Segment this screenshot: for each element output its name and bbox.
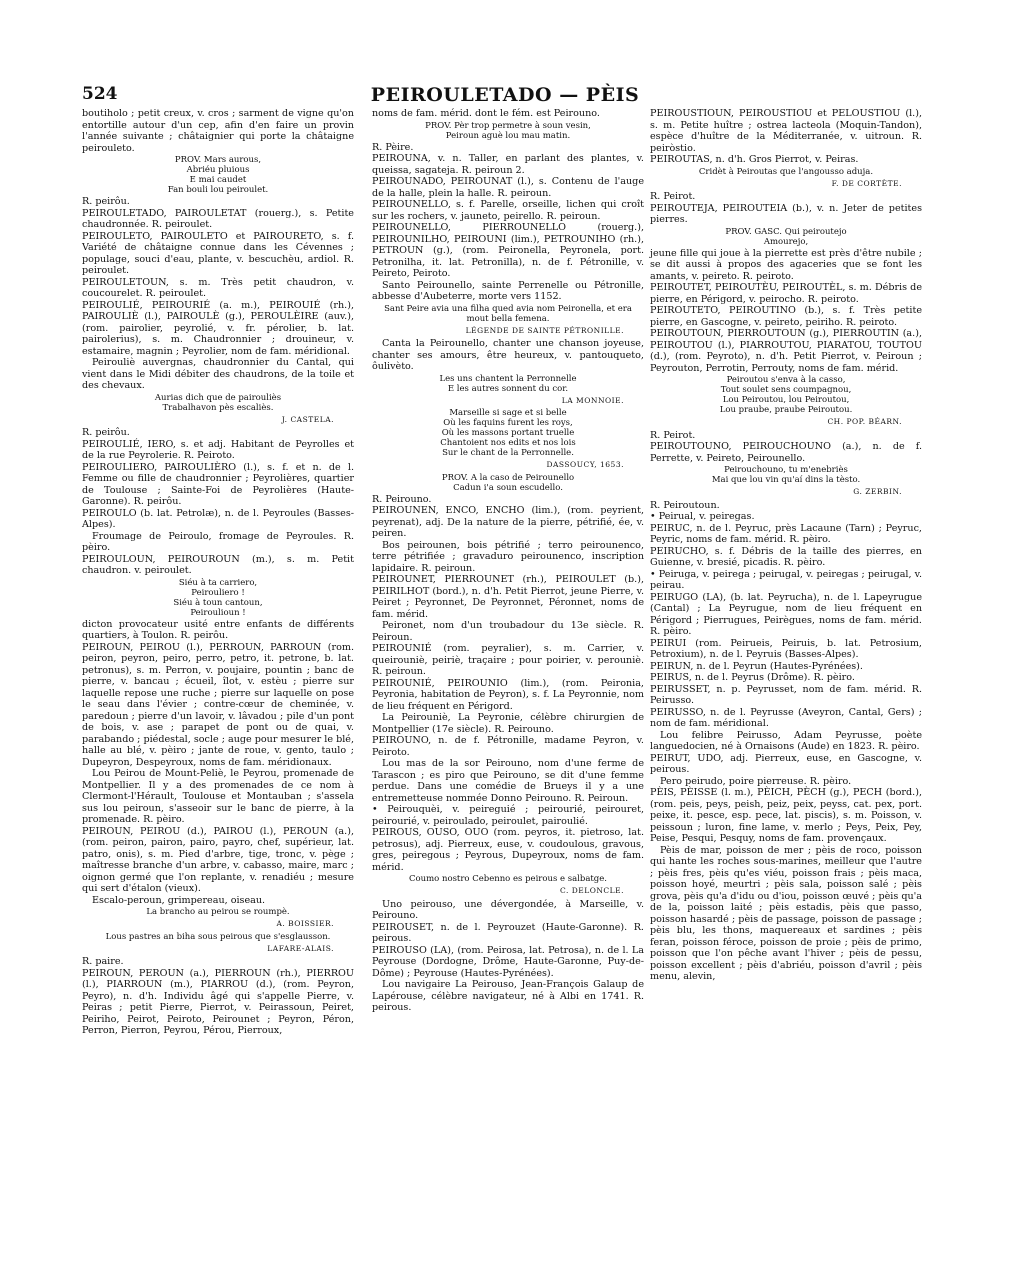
quote-attribution: A. BOISSIER.	[276, 919, 334, 928]
verse-line: Amourejo,	[763, 236, 809, 247]
dictionary-entry: noms de fam. mérid. dont le fém. est Peirouno.	[372, 108, 600, 119]
verse-quote	[650, 465, 922, 485]
dictionary-entry: PEIROUS, OUSO, OUO (rom. peyros, it. pietroso, lat. petrosus), adj. Pierreux, euse, v. coudoulous, gravous, gres, peiregous ; Peyrous, Dupeyroux, noms de fam. mérid.	[372, 827, 644, 873]
verse-line: PROV. GASC. Qui peiroutejo	[725, 226, 847, 237]
entry-example: Lou navigaire La Peirouso, Jean-François Galaup de Lapérouse, célèbre navigateur, né à Albi en 1741. R. peirous.	[372, 979, 644, 1013]
dictionary-entry: PEIROUNO, n. de f. Pétronille, madame Peyron, v. Peiroto.	[372, 735, 644, 758]
verse-line: Peirouliero !	[191, 587, 245, 598]
dictionary-entry: PEIRUGO (LA), (b. lat. Peyrucha), n. de l. Lapeyrugue (Cantal) ; La Peyrugue, nom de lieu fréquent en Périgord ; Pierrugues, Peirègues, noms de fam. mérid. R. pèiro.	[650, 591, 922, 637]
dictionary-entry: R. peirôu.	[82, 427, 130, 438]
dictionary-entry: R. Peiroutoun.	[650, 499, 720, 511]
entry-example: Pero peirudo, poire pierreuse. R. pèiro.	[660, 775, 852, 787]
verse-line: La brancho au peirou se roumpè.	[146, 907, 290, 917]
quote-attribution: J. CASTELA.	[281, 414, 334, 424]
verse-line: Coumo nostro Cebenno es peirous e salbatge.	[409, 874, 607, 884]
dictionary-entry: PEIRUSSET, n. p. Peyrusset, nom de fam. mérid. R. Peirusso.	[650, 683, 922, 706]
verse-line: E mai caudet	[189, 175, 247, 185]
verse-quote	[82, 578, 354, 618]
quote-attribution: LÉGENDE DE SAINTE PÉTRONILLE.	[465, 325, 624, 335]
entry-example: La Peirouniè, La Peyronie, célèbre chirurgien de Montpellier (17e siècle). R. Peirouno.	[372, 712, 644, 735]
dictionary-entry: PEIROUNADO, PEIROUNAT (l.), s. Contenu de l'auge de la halle, plein la halle. R. peiroun.	[372, 176, 644, 199]
quote-attribution: LA MONNOIE.	[561, 395, 624, 405]
verse-line: Lou Peiroutou, lou Peiroutou,	[722, 395, 850, 405]
entry-example: Uno peirouso, une dévergondée, à Marseille, v. Peirouno.	[372, 898, 644, 921]
running-title: PEIROULETADO — PÈIS	[370, 84, 640, 106]
verse-line: Marseille si sage et si belle	[449, 408, 567, 418]
verse-line: PROV. Pèr trop permetre à soun vesin,	[425, 120, 591, 131]
dictionary-entry: PEIROULETO, PAIROULETO et PAIROURETO, s. f. Variété de châtaigne connue dans les Cévennes ; populage, souci d'eau, plante, v. bescuchèu, ardiol. R. peiroulet.	[82, 230, 354, 276]
right-column	[650, 108, 922, 983]
dictionary-entry: PEIRUSSO, n. de l. Peyrusse (Aveyron, Cantal, Gers) ; nom de fam. méridional.	[650, 706, 922, 729]
dictionary-entry: PEIRUCHO, s. f. Débris de la taille des pierres, en Guienne, v. bresié, picadis. R. pèiro.	[650, 545, 922, 568]
dictionary-entry: PEIROUNELLO, s. f. Parelle, orseille, lichen qui croît sur les rochers, v. jauneto, peirello. R. peiroun.	[372, 199, 644, 222]
verse-line: Fan bouli lou peiroulet.	[167, 185, 269, 195]
dictionary-entry: PEIROUSO (LA), (rom. Peirosa, lat. Petrosa), n. de l. La Peyrouse (Dordogne, Drôme, Haute-Garonne, Puy-de-Dôme) ; Peyrouse (Hautes-Pyrénées).	[372, 944, 644, 979]
dictionary-entry: PEIROUTEJA, PEIROUTEIA (b.), v. n. Jeter de petites pierres.	[650, 202, 922, 225]
entry-example: Canta la Peirounello, chanter une chanson joyeuse, chanter ses amours, être heureux, v. pantouqueto, ôulivèto.	[372, 338, 644, 372]
verse-line: Siéu à ta carriero,	[178, 577, 258, 588]
quote-attribution: F. DE CORTÈTE.	[831, 178, 902, 188]
verse-quote	[650, 375, 922, 415]
verse-quote	[372, 408, 644, 458]
dictionary-entry: PEIROUSET, n. de l. Peyrouzet (Haute-Garonne). R. peirous.	[372, 921, 644, 944]
page-header	[0, 84, 1024, 110]
dictionary-entry: PEIROULETADO, PAIROULETAT (rouerg.), s. Petite chaudronnée. R. peiroulet.	[82, 207, 354, 230]
dictionary-entry: PEIROUTOUN, PIERROUTOUN (g.), PIERROUTIN (a.), PEIROUTOU (l.), PIARROUTOU, PIARATOU, TOUTOU (d.), (rom. Peyroto), n. d'h. Petit Pierrot, v. Peiroun ; Peyrouton, Perrotin, Perrouty, noms de fam. mérid.	[650, 328, 922, 374]
entry-example: Bos peirounen, bois pétrifié ; terro peirounenco, terre pétrifiée ; gravaduro peirounenco, inscription lapidaire. R. peiroun.	[372, 539, 644, 574]
dictionary-entry: PEIROULIERO, PAIROULIÈRO (l.), s. f. et n. de l. Femme ou fille de chaudronnier ; Peyrolières, quartier de Toulouse ; Sainte-Foi de Peyrolières (Haute-Garonne). R. peirôu.	[82, 461, 354, 507]
verse-line: Siéu à toun cantoun,	[173, 597, 263, 608]
verse-line: Abriéu pluious	[186, 165, 250, 175]
verse-line: Où les faquins furent les roys,	[443, 418, 573, 428]
verse-quote	[372, 121, 644, 141]
verse-line: Aurias dich que de pairouliès	[154, 392, 282, 403]
verse-quote	[650, 227, 922, 247]
dictionary-entry: PEIROUTETO, PEIROUTINO (b.), s. f. Très petite pierre, en Gascogne, v. peireto, peiriho. R. peiroto.	[650, 305, 922, 328]
verse-line: Peiroutou s'enva à la casso,	[726, 375, 846, 385]
dictionary-entry: PEIRUN, n. de l. Peyrun (Hautes-Pyrénées).	[650, 660, 863, 672]
entry-example: Escalo-peroun, grimpereau, oiseau.	[92, 894, 266, 906]
dictionary-entry: PEIROUTOUNO, PEIROUCHOUNO (a.), n. de f. Perrette, v. Peireto, Peirounello.	[650, 441, 922, 464]
left-column	[82, 108, 354, 1037]
verse-line: PROV. A la caso de Peirounello	[441, 472, 575, 483]
dictionary-entry: PEIROUNELLO, PIERROUNELLO (rouerg.), PEIROUNILHO, PEIROUNI (lim.), PETROUNIHO (rh.), PETROUN (g.), (rom. Peironella, Peyronela, port. Petronilha, it. lat. Petronilla), n. de f. Pétronille, v. Peireto, Peiroto.	[372, 222, 644, 279]
verse-quote	[82, 932, 354, 942]
dictionary-entry: PEIROUNIÉ (rom. peyralier), s. m. Carrier, v. queirouniè, peiriè, traçaire ; pour poirier, v. perouniè. R. peiroun.	[372, 643, 644, 677]
dictionary-entry: PEIROUTAS, n. d'h. Gros Pierrot, v. Peiras.	[650, 154, 859, 165]
dictionary-entry: R. Peirot.	[650, 429, 696, 441]
entry-example: Pèis de mar, poisson de mer ; pèis de roco, poisson qui hante les roches sous-marines, meilleur que l'autre ; pèis fres, pèis qu'es viéu, poisson frais ; pèis maca, poisson hoyé, meurtri ; pèis sala, poisson salé ; pèis grova, pèis qu'a d'idu ou d'iou, poisson œuvé ; pèis qu'a de la, poisson laité ; pèis estadis, pèis que passo, poisson hasardé ; pèis de passage, poisson de passage ; pèis blu, les thons, maquereaux et sardines ; pèis feran, poisson féroce, poisson de proie ; pèis de primo, poisson que l'on pêche avant l'hiver ; pèis de pessu, poisson excellent ; pèis d'abriéu, poisson d'avril ; pèis menu, alevin,	[650, 844, 922, 982]
verse-line: Trabalhavon pès escaliès.	[162, 402, 274, 413]
verse-quote	[372, 874, 644, 884]
dictionary-entry: R. Peirouno.	[372, 493, 432, 505]
page-number: 524	[82, 84, 118, 104]
dictionary-entry: PEIRUI (rom. Peirueis, Peiruis, b. lat. Petrosium, Petroxium), n. de l. Peyruis (Basses-Alpes).	[650, 637, 922, 660]
verse-line: Sur le chant de la Perronnelle.	[442, 448, 574, 458]
verse-line: Cadun i'a soun escudello.	[453, 482, 563, 493]
verse-line: Peirouchouno, tu m'enebriès	[724, 465, 848, 475]
middle-column	[372, 108, 644, 1014]
verse-quote	[372, 304, 644, 324]
dictionary-entry: R. paire.	[82, 956, 124, 967]
verse-line: Où les massons portant truelle	[441, 428, 575, 438]
quote-attribution: LAFARE-ALAIS.	[267, 943, 334, 953]
verse-quote	[372, 473, 644, 493]
entry-example: Froumage de Peiroulo, fromage de Peyroules. R. pèiro.	[82, 530, 354, 553]
dictionary-entry: boutiholo ; petit creux, v. cros ; sarment de vigne qu'on entortille autour d'un cep, afin d'en faire un provin l'année suivante ; châtaignier qui porte la châtaigne peirouleto.	[82, 108, 354, 154]
verse-line: Les uns chantent la Perronnelle	[439, 373, 577, 384]
quote-attribution: C. DELONCLE.	[560, 886, 624, 895]
dictionary-entry: • Peiruga, v. peirega ; peirugal, v. peiregas ; peirugal, v. peirau.	[650, 568, 922, 591]
entry-example: Santo Peirounello, sainte Perrenelle ou Pétronille, abbesse d'Aubeterre, morte vers 1152.	[372, 279, 644, 302]
dictionary-entry: PEIRUC, n. de l. Peyruc, près Lacaune (Tarn) ; Peyruc, Peyric, noms de fam. mérid. R. pèiro.	[650, 522, 922, 545]
verse-line: PROV. Mars aurous,	[174, 155, 262, 165]
dictionary-entry: PEIRUS, n. de l. Peyrus (Drôme). R. pèiro.	[650, 672, 855, 683]
dictionary-entry: PÈIS, PÈISSE (l. m.), PÈICH, PÈCH (g.), PECH (bord.), (rom. peis, peys, peish, peiz, peix, peyss, cat. pex, port. peixe, it. pesce, esp. pece, lat. piscis), s. m. Poisson, v. peissoun ; luron, fine lame, v. merlo ; Peys, Peix, Pey, Peise, Pesqui, Pesquy, noms de fam. provençaux.	[650, 787, 922, 844]
verse-line: Tout soulet sens coumpagnou,	[720, 385, 852, 395]
entry-example: Peirouliè auvergnas, chaudronnier du Cantal, qui vient dans le Midi débiter des chaudrons, de la toile et des chevaux.	[82, 357, 354, 391]
dictionary-entry: PEIROUTET, PEIROUTÈU, PEIROUTÈL, s. m. Débris de pierre, en Périgord, v. peirocho. R. peiroto.	[650, 282, 922, 305]
dictionary-entry: PEIRUT, UDO, adj. Pierreux, euse, en Gascogne, v. peirous.	[650, 752, 922, 775]
dictionary-entry: PEIROULO (b. lat. Petrolæ), n. de l. Peyroules (Basses-Alpes).	[82, 507, 354, 530]
quote-attribution: G. ZERBIN.	[853, 487, 902, 496]
dictionary-entry: PEIROUNET, PIERROUNET (rh.), PEIROULET (b.), PEIRILHOT (bord.), n. d'h. Petit Pierrot, jeune Pierre, v. Peiret ; Peyronnet, De Peyronnet, Péronnet, noms de fam. mérid.	[372, 574, 644, 620]
dictionary-entry: PEIROUN, PEIROU (d.), PAIROU (l.), PEROUN (a.), (rom. peiron, pairon, pairo, payro, chef, supérieur, lat. patro, onis), s. m. Pied d'arbre, tige, tronc, v. pège ; maîtresse branche d'un arbre, v. cabasso, maire, marc ; oignon germé que l'on replante, v. renadiéu ; mesure qui sert d'étalon (vieux).	[82, 825, 354, 894]
dictionary-entry: R. Peirot.	[650, 191, 696, 202]
verse-quote	[82, 393, 354, 413]
verse-line: Lou praube, praube Peiroutou.	[719, 405, 853, 415]
verse-line: Mai que lou vin qu'aí dins la tèsto.	[711, 475, 861, 485]
dictionary-entry: dicton provocateur usité entre enfants de différents quartiers, à Toulon. R. peirôu.	[82, 618, 354, 641]
verse-quote	[82, 907, 354, 917]
dictionary-entry: PEIROUN, PEIROU (l.), PERROUN, PARROUN (rom. peiron, peyron, peiro, perro, petro, it. petrone, b. lat. petronus), s. m. Perron, v. poujaire, pountin ; banc de pierre, v. bancau ; écueil, îlot, v. estèu ; pierre sur laquelle repose une ruche ; pierre sur laquelle on pose le seau dans l'évier ; contre-cœur de cheminée, v. paredoun ; pierre d'un lavoir, v. lâvadou ; pile d'un pont de bois, v. ase ; parapet de pont ou de quai, v. parabando ; piédestal, socle ; auge pour mesurer le blé, halle au blé, v. pèiro ; jante de roue, v. gento, taulo ; Dupeyron, Despeyroux, noms de fam. méridionaux.	[82, 641, 354, 768]
verse-line: Lous pastres an biha sous peirous que s'esglausson.	[105, 931, 331, 942]
verse-line: Peiroun aguè lou mau matin.	[445, 130, 571, 141]
verse-quote	[650, 167, 922, 177]
verse-line: Peiroulioun !	[190, 607, 246, 618]
entry-example: Lou Peirou de Mount-Peliè, le Peyrou, promenade de Montpellier. Il y a des promenades de ce nom à Clermont-l'Hérault, Toulouse et Montauban ; s'assela sus lou peiroun, s'asseoir sur le banc de pierre, à la promenade. R. pèiro.	[82, 768, 354, 825]
quote-attribution: CH. POP. BÉARN.	[827, 417, 902, 426]
dictionary-entry: PEIROULOUN, PEIROUROUN (m.), s. m. Petit chaudron. v. peiroulet.	[82, 553, 354, 576]
verse-line: Chantoient nos edits et nos lois	[440, 438, 576, 448]
dictionary-entry: PEIROULIÉ, IERO, s. et adj. Habitant de Peyrolles et de la rue Peyrolerie. R. Peiroto.	[82, 438, 354, 461]
dictionary-entry: PEIROUNA, v. n. Taller, en parlant des plantes, v. queissa, sagateja. R. peiroun 2.	[372, 153, 644, 176]
verse-line: E les autres sonnent du cor.	[447, 383, 569, 394]
verse-line: Cridèt à Peiroutas que l'angousso aduja.	[698, 166, 874, 177]
verse-quote	[82, 155, 354, 195]
dictionary-entry: • Peirual, v. peiregas.	[650, 511, 755, 522]
dictionary-entry: • Peirouquèi, v. peireguié ; peirourié, peirouret, peirourié, v. peiroulado, peiroulet, pairoulié.	[372, 804, 644, 827]
verse-line: Sant Peire avia una filha qued avia nom Peironella, et era mout bella femena.	[384, 303, 632, 324]
dictionary-entry: R. Pèire.	[372, 141, 414, 153]
dictionary-entry: PEIROUN, PEROUN (a.), PIERROUN (rh.), PIERROU (l.), PIARROUN (m.), PIARROU (d.), (rom. Peyron, Peyro), n. d'h. Individu âgé qui s'appelle Pierre, v. Peiras ; petit Pierre, Pierrot, v. Peirassoun, Peiret, Peiriho, Peirot, Peiroto, Peirounet ; Peyron, Péron, Perron, Pierron, Peyrou, Pérou, Pierroux,	[82, 967, 354, 1036]
quote-attribution: DASSOUCY, 1653.	[546, 460, 624, 469]
entry-example: Lou mas de la sor Peirouno, nom d'une ferme de Tarascon ; es piro que Peirouno, se dit d'une femme perdue. Dans une comédie de Brueys il y a une entremetteuse nommée Donno Peirouno. R. Peiroun.	[372, 758, 644, 804]
dictionary-entry: PEIROUNEN, ENCO, ENCHO (lim.), (rom. peyrient, peyrenat), adj. De la nature de la pierre, pétrifié, ée, v. peiren.	[372, 505, 644, 539]
dictionary-entry: R. peirôu.	[82, 196, 130, 207]
entry-example: Lou felibre Peirusso, Adam Peyrusse, poète languedocien, né à Ornaisons (Aude) en 1823. R. pèiro.	[650, 729, 922, 752]
dictionary-entry: PEIROULIÉ, PEIROURIÉ (a. m.), PEIROUIÉ (rh.), PAIROULIÈ (l.), PAIROULÈ (g.), PEROULÈIRE (auv.), (rom. pairolier, peyrolié, v. fr. pérolier, b. lat. pairolerius), s. m. Chaudronnier ; drouineur, v. estamaire, magnin ; Peyrolier, nom de fam. méridional.	[82, 299, 354, 357]
dictionary-entry: PEIROUNIÉ, PEIROUNIO (lim.), (rom. Peironia, Peyronia, habitation de Peyron), s. f. La Peyronnie, nom de lieu fréquent en Périgord.	[372, 677, 644, 712]
verse-quote	[372, 374, 644, 394]
dictionary-entry: PEIROUSTIOUN, PEIROUSTIOU et PELOUSTIOU (l.), s. m. Petite huître ; ostrea lacteola (Moquin-Tandon), espèce d'huître de la Méditerranée, v. uitroun. R. peiròstio.	[650, 108, 922, 154]
entry-example: Peironet, nom d'un troubadour du 13e siècle. R. Peiroun.	[372, 620, 644, 643]
dictionary-entry: PEIROULETOUN, s. m. Très petit chaudron, v. coucourelet. R. peiroulet.	[82, 276, 354, 299]
dictionary-entry: jeune fille qui joue à la pierrette est près d'être nubile ; se dit aussi à propos des agaceries que se font les amants, v. peireto. R. peiroto.	[650, 247, 922, 282]
